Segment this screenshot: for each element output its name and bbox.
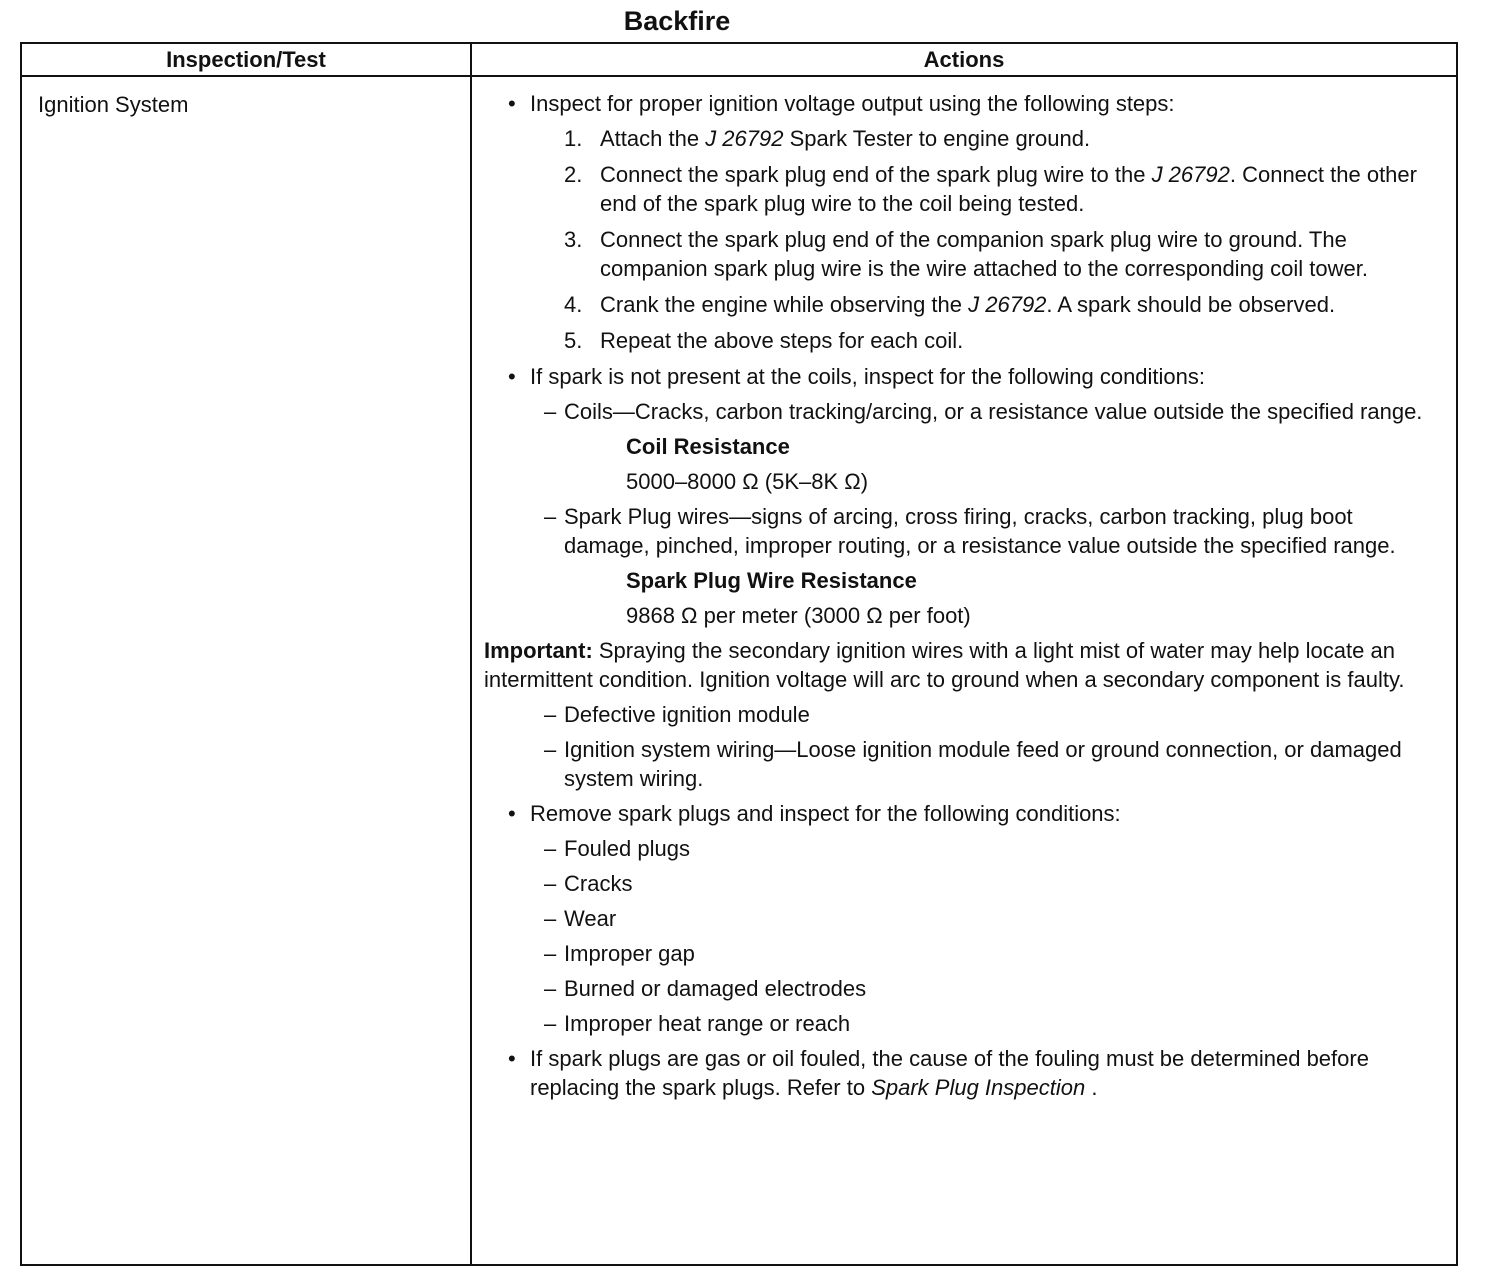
wire-resistance-value: 9868 Ω per meter (3000 Ω per foot) (626, 603, 971, 628)
tool-reference: J 26792 (1151, 162, 1230, 187)
bullet-spark-not-present: • If spark is not present at the coils, inspect for the following conditions: (482, 362, 1444, 391)
coil-resistance-value: 5000–8000 Ω (5K–8K Ω) (626, 469, 869, 494)
step-text: Attach the (600, 126, 706, 151)
header-inspection-test: Inspection/Test (166, 47, 326, 72)
step-number: 4. (564, 292, 583, 317)
header-actions: Actions (923, 47, 1005, 72)
plug-condition: – Fouled plugs (482, 834, 1444, 863)
step-4 (482, 290, 1444, 319)
step-5 (482, 326, 1444, 355)
important-text: Spraying the secondary ignition wires with a light mist of water may help locate an intermittent condition. Ignition voltage will arc to ground when a secondary component is faulty. (484, 638, 1405, 692)
plug-condition: – Improper heat range or reach (482, 1009, 1444, 1038)
plug-condition: – Burned or damaged electrodes (482, 974, 1444, 1003)
step-text: Connect the spark plug end of the spark plug wire to the (600, 162, 1152, 187)
step-3 (482, 225, 1444, 283)
condition-coils: – Coils—Cracks, carbon tracking/arcing, or a resistance value outside the specified range. (482, 397, 1444, 426)
step-number: 3. (564, 227, 583, 252)
bullet-text: If spark plugs are gas or oil fouled, the cause of the fouling must be determined before replacing the spark plugs. Refer to (530, 1046, 1369, 1100)
important-note (482, 636, 1444, 694)
step-text: Connect the spark plug end of the companion spark plug wire to ground. The companion spark plug wire is the wire attached to the corresponding coil tower. (600, 227, 1368, 281)
step-number: 1. (564, 126, 583, 151)
step-text: . Connect the other end of the spark plug wire to the coil being tested. (600, 162, 1417, 216)
bullet-ignition-voltage: • Inspect for proper ignition voltage output using the following steps: (482, 89, 1444, 118)
bullet-remove-spark-plugs: • Remove spark plugs and inspect for the following conditions: (482, 799, 1444, 828)
step-text: Crank the engine while observing the (600, 292, 969, 317)
plug-condition: – Cracks (482, 869, 1444, 898)
coil-resistance-title: Coil Resistance (626, 434, 790, 459)
diagnostic-table (20, 42, 1458, 1266)
column-divider (470, 44, 472, 1264)
step-1 (482, 124, 1444, 153)
step-number: 2. (564, 162, 583, 187)
step-text: Spark Tester to engine ground. (783, 126, 1091, 151)
spark-plug-inspection-reference[interactable]: Spark Plug Inspection (871, 1075, 1086, 1100)
inspection-ignition-system: Ignition System (38, 92, 189, 117)
step-number: 5. (564, 328, 583, 353)
tool-reference: J 26792 (968, 292, 1047, 317)
header-divider (22, 75, 1456, 77)
bullet-fouled-plugs (482, 1044, 1444, 1102)
plug-condition: – Wear (482, 904, 1444, 933)
important-label: Important: (484, 638, 593, 663)
actions-cell (482, 89, 1444, 1108)
step-text: . A spark should be observed. (1046, 292, 1336, 317)
wire-resistance-title: Spark Plug Wire Resistance (626, 568, 917, 593)
page-title: Backfire (623, 6, 731, 36)
plug-condition: – Improper gap (482, 939, 1444, 968)
tool-reference: J 26792 (705, 126, 784, 151)
condition-spark-plug-wires: – Spark Plug wires—signs of arcing, cross firing, cracks, carbon tracking, plug boot damage, pinched, improper routing, or a resistance value outside the specified range. (482, 502, 1444, 560)
step-2 (482, 160, 1444, 218)
condition-ignition-module: – Defective ignition module (482, 700, 1444, 729)
condition-ignition-wiring: – Ignition system wiring—Loose ignition module feed or ground connection, or damaged system wiring. (482, 735, 1444, 793)
bullet-text-end: . (1085, 1075, 1098, 1100)
step-text: Repeat the above steps for each coil. (600, 328, 964, 353)
